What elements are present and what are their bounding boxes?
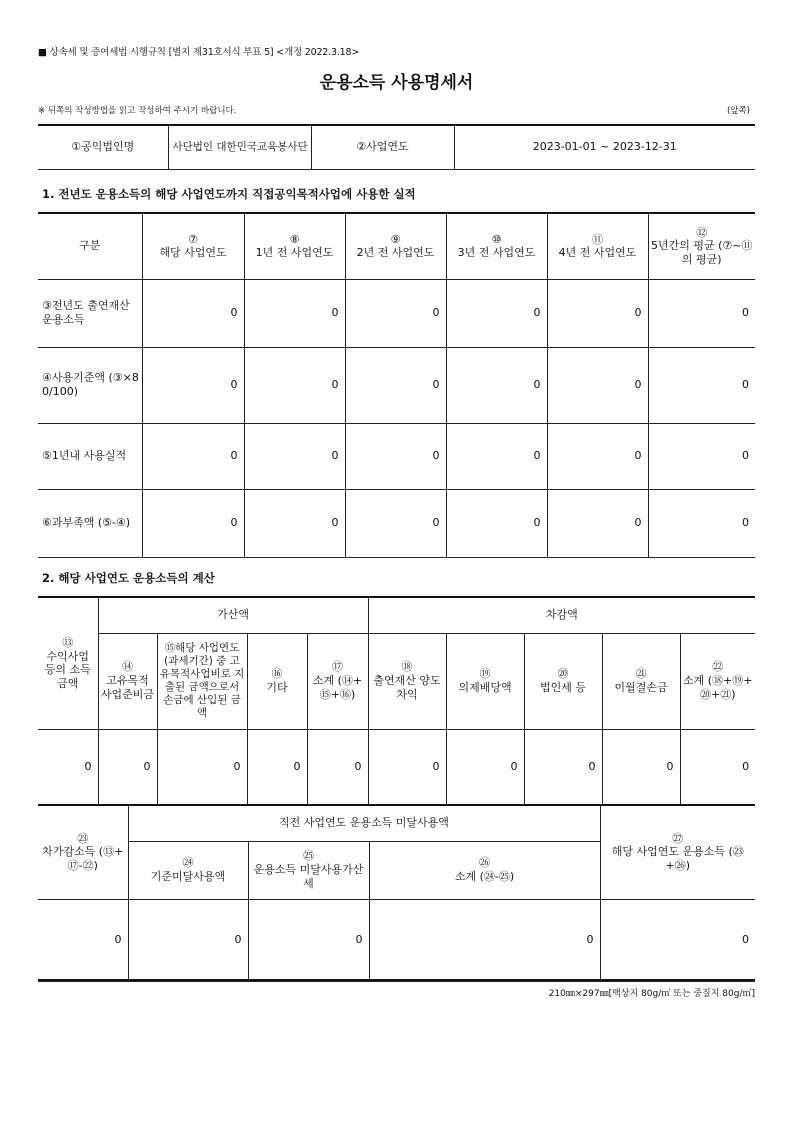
header-standard-shortfall: ㉔ 기준미달사용액 — [128, 841, 248, 899]
cell-value: 0 — [368, 729, 446, 805]
cell-value: 0 — [600, 899, 755, 981]
cell-value: 0 — [307, 729, 368, 805]
cell-value: 0 — [446, 279, 547, 347]
section2-table-b — [38, 804, 755, 982]
cell-value: 0 — [648, 423, 755, 489]
cell-value: 0 — [547, 279, 648, 347]
cell-value: 0 — [38, 729, 98, 805]
business-year-value: 2023-01-01 ~ 2023-12-31 — [454, 125, 755, 169]
instruction-note: ※ 뒤쪽의 작성방법을 읽고 작성하여 주시기 바랍니다. — [38, 106, 237, 116]
cell-value: 0 — [142, 347, 244, 423]
row-label: ③전년도 출연재산 운용소득 — [38, 279, 142, 347]
header-prev-shortfall-group: 직전 사업연도 운용소득 미달사용액 — [128, 805, 600, 841]
cell-value: 0 — [345, 489, 446, 557]
cell-value: 0 — [446, 729, 524, 805]
header-2-years-ago: ⑨ 2년 전 사업연도 — [345, 213, 446, 279]
cell-value: 0 — [244, 347, 345, 423]
row-label: ⑤1년내 사용실적 — [38, 423, 142, 489]
header-subtract-group: 차감액 — [368, 597, 755, 633]
header-reserve: ⑭ 고유목적 사업준비금 — [98, 633, 157, 729]
cell-value: 0 — [547, 423, 648, 489]
cell-value: 0 — [547, 347, 648, 423]
cell-value: 0 — [142, 489, 244, 557]
cell-value: 0 — [244, 279, 345, 347]
page-title: 운용소득 사용명세서 — [319, 73, 474, 93]
header-shortfall-subtotal: ㉖ 소계 (㉔-㉕) — [369, 841, 600, 899]
section2-heading: 2. 해당 사업연도 운용소득의 계산 — [42, 571, 215, 585]
cell-value: 0 — [602, 729, 680, 805]
header-current-operating-income: ㉗ 해당 사업연도 운용소득 (㉓+㉖) — [600, 805, 755, 899]
cell-value: 0 — [648, 489, 755, 557]
cell-value: 0 — [524, 729, 602, 805]
header-5-year-average: ⑫ 5년간의 평균 (⑦~⑪의 평균) — [648, 213, 755, 279]
table-row — [38, 279, 755, 347]
cell-value: 0 — [648, 347, 755, 423]
table-row — [38, 489, 755, 557]
cell-value: 0 — [128, 899, 248, 981]
cell-value: 0 — [248, 899, 369, 981]
cell-value: 0 — [98, 729, 157, 805]
cell-value: 0 — [247, 729, 307, 805]
header-capital-gain: ⑱ 출연재산 양도차익 — [368, 633, 446, 729]
section1-table — [38, 212, 755, 558]
category-header: 구분 — [38, 213, 142, 279]
cell-value: 0 — [547, 489, 648, 557]
cell-value: 0 — [369, 899, 600, 981]
cell-value: 0 — [142, 423, 244, 489]
cell-value: 0 — [345, 423, 446, 489]
cell-value: 0 — [142, 279, 244, 347]
bottom-rule — [38, 979, 755, 981]
corp-name-value: 사단법인 대한민국교육봉사단 — [168, 125, 311, 169]
cell-value: 0 — [446, 347, 547, 423]
cell-value: 0 — [446, 489, 547, 557]
header-add-subtotal: ⑰ 소계 (⑭+⑮+⑯) — [307, 633, 368, 729]
page-side-label: (앞쪽) — [726, 106, 750, 116]
header-corporate-tax: ⑳ 법인세 등 — [524, 633, 602, 729]
row-label: ④사용기준액 (③×80/100) — [38, 347, 142, 423]
info-table — [38, 124, 755, 170]
cell-value: 0 — [446, 423, 547, 489]
paper-spec-footer: 210㎜×297㎜[백상지 80g/㎡ 또는 중질지 80g/㎡] — [548, 989, 755, 999]
header-other: ⑯ 기타 — [247, 633, 307, 729]
table-row — [38, 899, 755, 981]
cell-value: 0 — [157, 729, 247, 805]
cell-value: 0 — [244, 489, 345, 557]
header-add-group: 가산액 — [98, 597, 368, 633]
header-3-years-ago: ⑩ 3년 전 사업연도 — [446, 213, 547, 279]
header-income-amount: ⑬ 수익사업 등의 소득금액 — [38, 597, 98, 729]
header-net-income: ㉓ 차가감소득 (⑬+⑰-㉒) — [38, 805, 128, 899]
header-1-year-ago: ⑧ 1년 전 사업연도 — [244, 213, 345, 279]
header-sub-subtotal: ㉒ 소계 (⑱+⑲+⑳+㉑) — [680, 633, 755, 729]
form-reference: ■ 상속세 및 증여세법 시행규칙 [별지 제31호서식 부표 5] <개정 2022.3.18> — [38, 47, 360, 58]
cell-value: 0 — [680, 729, 755, 805]
cell-value: 0 — [345, 279, 446, 347]
header-4-years-ago: ⑪ 4년 전 사업연도 — [547, 213, 648, 279]
business-year-label: ②사업연도 — [311, 125, 454, 169]
table-row — [38, 729, 755, 805]
cell-value: 0 — [648, 279, 755, 347]
header-loss-carryover: ㉑ 이월결손금 — [602, 633, 680, 729]
header-current-year: ⑦ 해당 사업연도 — [142, 213, 244, 279]
header-deemed-dividend: ⑲ 의제배당액 — [446, 633, 524, 729]
cell-value: 0 — [244, 423, 345, 489]
cell-value: 0 — [38, 899, 128, 981]
header-expense: ⑮해당 사업연도 (과세기간) 중 고유목적사업비로 지출된 금액으로서 손금에 산입된 금액 — [157, 633, 247, 729]
section1-heading: 1. 전년도 운용소득의 해당 사업연도까지 직접공익목적사업에 사용한 실적 — [42, 187, 416, 201]
table-row — [38, 423, 755, 489]
corp-name-label: ①공익법인명 — [38, 125, 168, 169]
cell-value: 0 — [345, 347, 446, 423]
section2-table-a — [38, 596, 755, 806]
table-row — [38, 347, 755, 423]
header-shortfall-penalty: ㉕ 운용소득 미달사용가산세 — [248, 841, 369, 899]
row-label: ⑥과부족액 (⑤-④) — [38, 489, 142, 557]
